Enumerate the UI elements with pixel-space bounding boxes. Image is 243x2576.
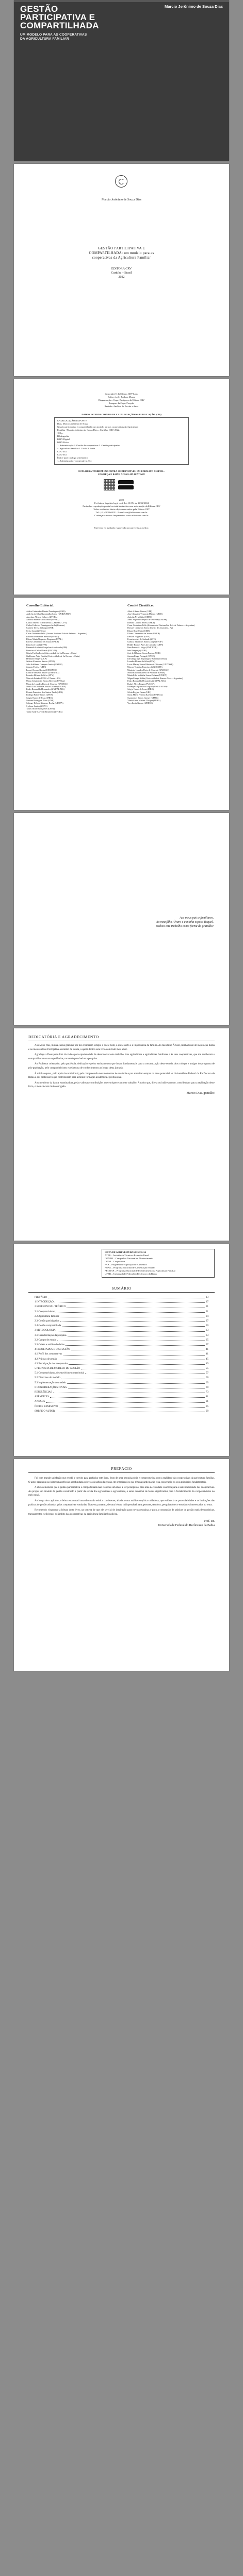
legal-line: 2022 [119,499,124,501]
toc-leader-dots [81,1366,205,1369]
toc-leader-dots [60,1314,205,1317]
book-cover [14,0,229,161]
toc-entry-label: 3.1 Caracterização da pesquisa [35,1334,67,1337]
toc-entry-label: PREFÁCIO [35,1296,47,1299]
signature-line: Prof. Dr. [204,1520,215,1523]
toc-entry-page: 33 [206,1334,208,1337]
scientific-member: Lucia Marisy Souza Ribeiro de Oliveira (UNIVASF) [127,663,173,666]
legal-line: Tel.: (41) 3039-6418 – E-mail: sac@editoracrv.com.br [95,511,148,514]
toc-entry-page: 35 [206,1338,208,1342]
scientific-member: Maria Lília Imbiriba Sousa Colares (UFOPA) [127,674,167,677]
preface-rule [28,1472,215,1473]
toc-entry-label: 4.1 Perfil das cooperativas [35,1353,62,1356]
editorial-member: Helmuth Krüger (UCP) [26,657,47,660]
scientific-board-heading: Comitê Científico: [127,604,154,607]
toc-leader-dots [66,1343,205,1346]
scientific-member: Diosnel Centurion (Univ Americ. de Asunción – Py) [127,626,173,630]
scientific-member: Jussara Fraga Portugal (UNEB) [127,654,155,657]
cover-stripe [14,0,229,2]
toc-entry-page: 57 [206,1372,208,1375]
catalog-heading: DADOS INTERNACIONAIS DE CATALOGAÇÃO NA PUBLICAÇÃO (CIP) [82,413,161,416]
toc-entry-label: 4.3 Participação dos cooperados [35,1362,68,1365]
title-page [14,164,229,376]
copyright-block [14,393,229,408]
toc-leader-dots [60,1319,205,1322]
catalog-line: 100 p. [57,432,63,434]
abbreviation-line: PAA – Programa de Aquisição de Alimentos [105,1263,147,1266]
publication-year: 2022 [118,276,125,279]
cover-title-line: COMPARTILHADA [20,21,99,30]
scientific-member: Fauston Negreiros (UFPI) [127,635,150,638]
catalog-line: Índice para catálogo sistemático [57,456,88,459]
toc-leader-dots [58,1357,205,1360]
toc-entry-page: 49 [206,1362,208,1365]
publisher-logo-icon [115,175,127,188]
toc-entry[interactable] [35,1399,208,1404]
editorial-member: João Adalberto Campato Junior (UNESP) [26,663,63,666]
toc-entry-page: 33 [206,1329,208,1332]
catalog-line: ISBN Físico [57,441,69,444]
toc-entry-page: 60 [206,1377,208,1380]
editorial-member: Guillermo Arias Beatón (Universidade de La Havana – Cuba) [26,654,80,657]
editorial-member: Carmen Tereza Velanga (UNIR) [26,626,54,630]
toc-entry-page: 41 [206,1348,208,1351]
toc-entry-page: 45 [206,1358,208,1361]
toc-entry-page: 69 [206,1386,208,1389]
scientific-member: Ana Chrystina Venancio Mignot (UERJ) [127,613,163,616]
copyright-line: Editor-chefe: Railson Moura [108,396,135,398]
toc-entry-label: APÊNDICES [35,1396,49,1399]
scientific-member: Anna Augusta Sampaio de Oliveira (UNESP) [127,618,167,621]
toc-leader-dots [63,1352,205,1355]
legal-line: Todos os direitos desta edição reservados pela Editora CRV [93,508,150,511]
preface-body [28,1477,215,1528]
toc-entry-label: ÍNDICE REMISSIVO [35,1405,58,1408]
acknowledgement-closing: Marcio Dias. gratidão! [186,1091,215,1095]
scientific-member: Altair Alberto Fávero (UPF) [127,610,152,613]
toc-entry[interactable] [35,1371,208,1376]
toc-entry-page: 17 [206,1301,208,1304]
colophon-page [14,379,229,595]
acknowledgement-page [14,1028,229,1241]
editorial-member: Carlos Alberto Vilar Estêvão (UMINHO – PT) [26,621,67,624]
copyright-line: Revisão: Analista de Escrita e Artes [104,405,139,408]
legal-line: Foi feito o depósito legal conf. Lei 10.994 de 14/12/2004 [94,502,149,504]
toc-entry[interactable] [35,1324,208,1328]
scientific-member: Inês Bragança (UERJ) [127,649,147,652]
editorial-member: Marcelo Paixão (UFRJ e UTexas – US) [26,676,61,680]
editorial-member: Antônio Pereira Gaio Júnior (UFRRJ) [26,618,59,621]
cover-subtitle-line: UM MODELO PARA AS COOPERATIVAS [20,33,87,37]
toc-entry-label: 1 INTRODUÇÃO [35,1301,54,1304]
editorial-board-page [14,598,229,810]
editorial-member: Maria Lília Imbiriba Sousa Colares (UFOPA) [26,685,66,688]
toc-entry-label: 2.1 Cooperativismo [35,1310,55,1313]
scientific-member: Eliane Rose Maio (UEM) [127,629,150,632]
preface-paragraph: A obra demonstra que a gestão participativa e compartilhada não é apenas um ideal a ser perseguido, mas uma necessidade concreta para a sustentabilidade das cooperativas. Ao propor um modelo de gestão construído a partir da escuta dos agricultores e agricultoras, o autor contribui de forma significativa para o fortalecimento do cooperativismo no meio rural. [28,1486,215,1497]
acknowledgement-paragraph: Aos membros da banca examinadora, pelas valiosas contribuições que enriqueceram este trabalho. A todos que, direta ou indiretamente, contribuíram para a realização deste livro, o meu sincero muito obrigado. [28,1081,215,1089]
toc-entry[interactable] [35,1395,208,1399]
scientific-member: Paulo Romualdo Hernandes (UNIFAL-MG) [127,680,166,683]
toc-entry-page: 37 [206,1344,208,1347]
toc-entry[interactable] [35,1385,208,1390]
toc-leader-dots [59,1404,205,1408]
legal-line: Proibida a reprodução parcial ou total desta obra sem autorização da Editora CRV [83,505,160,507]
catalog-line: 4. Agricultura familiar I. Título II. Série [57,447,95,450]
editorial-member: Elione Maria Nogueira Diogenes (UFAL) [26,638,62,641]
catalog-line: Gestão participativa e compartilhada: um modelo para as cooperativas da Agricultura [57,426,138,428]
catalog-line: ISBN Digital [57,438,70,440]
toc-leader-dots [56,1310,205,1313]
toc-leader-dots [68,1333,205,1336]
toc-heading: SUMÁRIO [111,1286,132,1291]
toc-entry-page: 55 [206,1367,208,1370]
abbreviation-line: LISTA DE ABREVIATURAS E SIGLAS [105,1251,147,1253]
dedication-line: Ao meu filho Álvaro e a minha esposa Raquel, [156,921,214,924]
google-play-badge-icon[interactable] [118,485,134,489]
toc-entry-page: 27 [206,1320,208,1323]
toc-entry-page: 13 [206,1296,208,1299]
catalog-line: CDU 334 [57,450,67,453]
preface-paragraph: Ao longo dos capítulos, o leitor encontrará uma discussão teórica consistente, aliada a uma análise empírica cuidadosa, que evidencia as potencialidades e as limitações das práticas de gestão adotadas pelas cooperativas estudadas. Trata-se, portanto, de uma leitura indispensável para gestores, técnicos, pesquisadores e estudantes interessados no tema. [28,1499,215,1506]
editorial-member: Simone Rodrigues Pinto (UNB) [26,699,54,702]
editorial-member: Fernando Antônio Gonçalves Alcoforado (IPB) [26,646,68,649]
editorial-member: Leonel Severo Rocha (UNISINOS) [26,668,57,671]
toc-entry[interactable] [35,1310,208,1314]
dedication-page [14,813,229,1025]
toc-entry[interactable] [35,1409,208,1414]
toc-entry-label: REFERÊNCIAS [35,1391,52,1394]
toc-leader-dots [57,1328,205,1331]
editorial-member: Solange Helena Ximenes-Rocha (UFOPA) [26,702,63,705]
editorial-member: Eduardo Fernandes Barbosa (UFMG) [26,635,59,638]
toc-entry-page: 95 [206,1405,208,1408]
editorial-member: Josania Portela (UFPI) [26,666,46,669]
abbreviation-line: CONAB – Companhia Nacional de Abastecimento [105,1257,153,1260]
editorial-member: Rodrigo Pratte-Santos (UFES) [26,693,53,697]
acknowledgement-heading: DEDICATÓRIA E AGRADECIMENTO [28,1035,99,1039]
toc-leader-dots [48,1295,205,1298]
toc-entry-label: 5.2 Diretrizes do modelo [35,1377,60,1380]
abbreviation-line: COOP – Cooperativa [105,1260,125,1263]
toc-leader-dots [46,1399,205,1402]
toc-entry[interactable] [35,1390,208,1395]
toc-leader-dots [71,1347,205,1350]
scientific-member: Barbara Coelho Neves (UFBA) [127,621,155,624]
toc-entry-label: 5.3 Implementação do modelo [35,1381,66,1384]
toc-entry[interactable] [35,1376,208,1380]
toc-leader-dots [68,1385,205,1388]
toc-leader-dots [53,1390,205,1393]
copyright-line: Imagem da Capa: Freepik [109,402,134,404]
editorial-member: Sydione Santos (UEPG) [26,704,47,707]
toc-entry-label: 6 CONSIDERAÇÕES FINAIS [35,1386,67,1389]
toc-entry[interactable] [35,1357,208,1362]
toc-entry[interactable] [35,1304,208,1309]
scientific-member: Silvia Regina Canan (URI) [127,690,151,693]
scientific-member: Rosângela Aparecida Volpato (UNICENTRO) [127,685,168,688]
acknowledgement-paragraph: À minha esposa, pelo apoio incondicional, pela compreensão nos momentos de ausência e por acreditar sempre no meu potencial. À Universidade Federal do Recôncavo da Bahia e aos professores que contribuíram para a minha formação acadêmica e profissional. [28,1072,215,1079]
toc-entry-page: 73 [206,1391,208,1394]
toc-list [35,1295,208,1414]
editorial-member: Jailson Alves dos Santos (UFRJ) [26,660,55,663]
toc-entry[interactable] [35,1366,208,1371]
editorial-board-list [26,610,122,713]
toc-entry-label: 3.2 Campo de estudo [35,1338,57,1342]
toc-entry[interactable] [35,1338,208,1343]
title-page-title-line: GESTÃO PARTICIPATIVA E [98,246,145,250]
editorial-board-heading: Conselho Editorial: [26,604,55,607]
toc-entry-page: 99 [206,1410,208,1413]
toc-entry-page: 81 [206,1396,208,1399]
toc-entry-label: 3.3 Coleta e análise de dados [35,1344,65,1347]
abbreviation-line: PRONAF – Programa Nacional de Fortalecimento da Agricultura Familiar [105,1269,176,1272]
editorial-member: Tania Suely Azevedo Brasileiro (UFOPA) [26,710,63,713]
catalog-line: 1. Administração 2. Gestão de cooperativas 3. Gestão participativa [57,444,121,447]
catalog-line: Bibliografia [57,435,69,437]
toc-entry[interactable] [35,1347,208,1352]
copyright-line: Copyright © da Editora CRV Ltda. [105,393,138,395]
cover-author: Marcio Jerônimo de Souza Dias [165,4,223,9]
scientific-member: Andréia N. Militão (UEMS) [127,615,152,618]
toc-leader-dots [67,1381,205,1384]
toc-entry-label: 2.4 Gestão compartilhada [35,1325,61,1328]
title-page-title-line: cooperativas da Agricultura Familiar [92,256,151,260]
toc-entry[interactable] [35,1362,208,1366]
preface-page [14,1459,229,1671]
editorial-member: Sérgio Nunes de Jesus (IFRO) [26,696,53,699]
publisher-name: EDITORA CRV [111,267,132,270]
toc-entry-label: 4.2 Práticas de gestão [35,1358,57,1361]
toc-leader-dots [69,1362,205,1365]
editorial-member: Andréia da Silva Quintanilha Sousa (UNIR/UFRN) [26,613,71,616]
cover-title-line: PARTICIPATIVA E [20,12,95,22]
toc-entry-label: 5.1 Cooperativismo, desenvolvimento territorial [35,1372,85,1375]
catalog-line: CATALOGAÇÃO NA FONTE [57,419,87,422]
scientific-member: Gláucia Maria dos Santos Jorge (UFOP) [127,640,163,643]
editorial-member: Lídia de Oliveira Xavier (UNIEURO) [26,671,59,674]
title-page-author: Marcio Jerônimo de Souza Dias [102,198,141,201]
scientific-member: Maria de Lourdes Pinto de Almeida (UNOESC) [127,668,169,671]
toc-entry-label: 5 PROPOSTA DE MODELO DE GESTÃO [35,1367,80,1370]
legal-line: Conheça os nossos lançamentos: www.editoracrv.com.br [94,514,149,517]
toc-entry[interactable] [35,1328,208,1333]
catalog-line: 1. Administração - cooperativas 334 [57,460,92,462]
digital-notice [14,470,229,476]
scientific-member: Kilwangy Kya Kapitango-a-Samba (Unemat) [127,657,167,660]
scientific-member: Sérgio Nunes de Jesus (IFRO) [127,688,154,691]
catalog-card [54,417,189,465]
scientific-member: Marcos Vinicius Francisco (UNOESTE) [127,666,163,669]
editorial-member: Elizeu Clementino de Souza (UNEB) [26,640,59,643]
toc-entry-label: 3 METODOLOGIA [35,1329,56,1332]
abbreviations-box [102,1249,215,1278]
signature-line: Universidade Federal do Recôncavo da Bahia [158,1524,215,1528]
toc-leader-dots [57,1338,205,1341]
editorial-member: Celso Conti (UFSCar) [26,629,46,632]
qr-code-icon[interactable] [104,479,115,490]
dedication-text [156,916,214,928]
acknowledgement-paragraph: Agradeço a Deus pelo dom da vida e pela oportunidade de desenvolver este trabalho. Aos agricultores e agricultoras familiares e às suas cooperativas, que me acolheram e compartilharam suas experiências, tornando possível esta pesquisa. [28,1054,215,1060]
editorial-member: Carlos Federico Domínguez Avila (Unieuro) [26,624,65,627]
scientific-member: Vera Lucia Gaspar (UDESC) [127,702,153,705]
publisher-city: Curitiba – Brasil [111,272,132,275]
dedication-line: Dedico este trabalho como forma de gratidão! [156,925,214,928]
catalog-line: Familiar / Marcio Jerônimo de Souza Dias – Curitiba: CRV, 2022. [57,429,120,431]
toc-entry[interactable] [35,1404,208,1409]
toc-entry[interactable] [35,1333,208,1338]
cover-subtitle-line: DA AGRICULTURA FAMILIAR [20,37,69,41]
scientific-board-list [127,610,223,705]
copyright-line: Diagramação e Capa: Designers da Editora CRV [98,399,145,401]
toc-entry-label: ANEXOS [35,1400,45,1403]
acknowledgement-paragraph: Aos Meus Pais, minha eterna gratidão por me ensinarem sempre o que é bom, o que é certo e a importância da família. Ao meu filho Álvaro, minha fonte de inspiração diária e ao meu saudoso Pai Djalma Jerônimo de Souza, a quem dedico este livro com todo meu amor. [28,1044,215,1051]
toc-leader-dots [62,1324,205,1327]
toc-entry[interactable] [35,1343,208,1347]
toc-entry-page: 30 [206,1325,208,1328]
title-page-imprint [14,267,229,279]
cover-title-line: GESTÃO [20,4,58,14]
toc-entry[interactable] [35,1319,208,1324]
editorial-member: Maria de Lourdes Pinto de Almeida (UNOESC) [26,682,68,685]
toc-entry-page: 21 [206,1310,208,1313]
scientific-member: Maria Eurácia Barreto de Andrade (UFRB) [127,671,165,674]
abbreviation-line: PNAE – Programa Nacional de Alimentação Escolar [105,1266,155,1269]
toc-entry-label: 4 RESULTADOS E DISCUSSÃO [35,1348,70,1351]
dedication-line: Aos meus pais e familiares, [180,917,214,920]
editorial-member: Renato Francisco dos Santos Paula (UFG) [26,690,63,693]
toc-entry-page: 63 [206,1381,208,1384]
editorial-member: Francisco Carlos Duarte (PUC-PR) [26,649,57,652]
editorial-member: Gloria Fariñas León (Universidade de La Havana – Cuba) [26,652,77,655]
digital-notice-line: CONHEÇA E BAIXE NOSSO APLICATIVO! [98,473,145,476]
toc-entry-page: 91 [206,1400,208,1403]
editorial-member: Cesar Gerónimo Tello (Univer. Nacional Três de Febrero – Argentina) [26,632,87,635]
acknowledgement-paragraph: Ao Professor orientador, pela paciência, dedicação e pelos ensinamentos que foram fundamentais para a concretização deste estudo. Aos colegas e amigos do programa de pós-graduação, pelo companheirismo e pela troca de conhecimentos ao longo desta jornada. [28,1063,215,1070]
toc-leader-dots [85,1371,205,1374]
scientific-member: José de Ribamar Sousa Pereira (UCB) [127,652,161,655]
editorial-member: Aldira Guimarães Duarte Domínguez (UNB) [26,610,66,613]
toc-leader-dots [61,1376,205,1379]
toc-entry-label: SOBRE O AUTOR [35,1410,55,1413]
toc-entry[interactable] [35,1314,208,1319]
toc-entry-label: 2.2 Agricultura familiar [35,1315,59,1318]
catalog-line: Dias, Marcio Jerônimo de Souza [57,422,89,425]
toc-entry-page: 24 [206,1315,208,1318]
scientific-member: Vânia Alves Martins Chaigar (FURG) [127,699,160,702]
scientific-member: Sonia Maria Ferreira Koehler (UNISAL) [127,693,163,697]
toc-entry-page: 21 [206,1306,208,1309]
preface-paragraph: Recomendo vivamente a leitura deste livro, na certeza de que ele servirá de inspiração para novas pesquisas e para a construção de práticas de gestão mais democráticas, transparentes e eficientes no âmbito das cooperativas da agricultura familiar brasileira. [28,1509,215,1516]
scientific-member: Elizeu Clementino de Souza (UNEB) [127,632,160,635]
editorial-member: Paulo Romualdo Hernandes (UNIFAL-MG) [26,688,65,691]
acknowledgement-body [28,1044,215,1095]
toc-leader-dots [50,1395,205,1398]
scientific-member: Francisco Ari de Andrade (UFC) [127,638,156,641]
toc-rule [28,1292,215,1293]
peer-review-note: Este livro foi avaliado e aprovado por pareceristas ad hoc. [94,527,149,529]
cover-subtitle [20,33,113,41]
catalog-line: CDD 334 [57,453,67,456]
scientific-member: Cesar Gerónimo Tello (Universidad Nacional de Três de Febrero – Argentina) [127,624,195,627]
editorial-member: Élsio José Corá (UFFS) [26,643,47,646]
toc-entry-page: 41 [206,1353,208,1356]
toc-entry[interactable] [35,1295,208,1300]
toc-entry[interactable] [35,1381,208,1385]
editorial-member: Tadeu Oliver Gonçalves (UFPA) [26,707,55,710]
toc-leader-dots [55,1300,205,1303]
scientific-member: Míguel Ángel Zalba (Universidad de Buenos Aires – Argentina) [127,676,183,680]
digital-notice-line: ESTA OBRA TAMBÉM ENCONTRA-SE DISPONÍVEL EM FORMATO DIGITAL. [78,470,165,472]
app-store-badge-icon[interactable] [118,480,134,484]
scientific-member: Ilma Passos A. Veiga (UNICEUB) [127,646,157,649]
preface-heading: PREFÁCIO [111,1466,132,1471]
toc-entry[interactable] [35,1300,208,1304]
toc-entry-label: 2 REFERENCIAL TEÓRICO [35,1306,66,1309]
preface-signature [28,1519,215,1528]
toc-entry-label: 2.3 Gestão participativa [35,1320,59,1323]
toc-leader-dots [67,1304,205,1308]
toc-leader-dots [56,1409,205,1412]
editorial-member: Anselmo Alencar Colares (UFOPA) [26,615,58,618]
scientific-member: Helder Buenos Aires de Carvalho (UFPI) [127,643,164,646]
abbreviation-line: UFRB – Universidade Federal do Recôncavo da Bahia [105,1273,157,1275]
editorial-member: Maria Cristina dos Santos Bezerra (UFSCar) [26,680,66,683]
scientific-member: Lourdes Helena da Silva (UFV) [127,660,155,663]
title-page-title-line: COMPARTILHADA: um modelo para as [89,251,154,255]
title-page-title [14,246,229,260]
contents-page [14,1244,229,1456]
abbreviation-line: ATER – Assistência Técnica e Extensão Rural [105,1254,149,1257]
toc-entry[interactable] [35,1352,208,1357]
scientific-member: Rafael Alves Borges (PUC-SP) [127,682,155,685]
cover-title [20,5,128,30]
preface-paragraph: Foi com grande satisfação que recebi o convite para prefaciar este livro, fruto de uma pesquisa séria e comprometida com a realidade das cooperativas da agricultura familiar. O autor apresenta ao leitor uma reflexão aprofundada sobre os desafios da gestão em organizações que têm na participação e na cooperação os seus princípios fundamentais. [28,1477,215,1484]
scientific-member: Suzana dos Santos Gomes (UFMG) [127,696,159,699]
editorial-member: Lourdes Helena da Silva (UFV) [26,674,54,677]
legal-deposit-block [14,499,229,517]
